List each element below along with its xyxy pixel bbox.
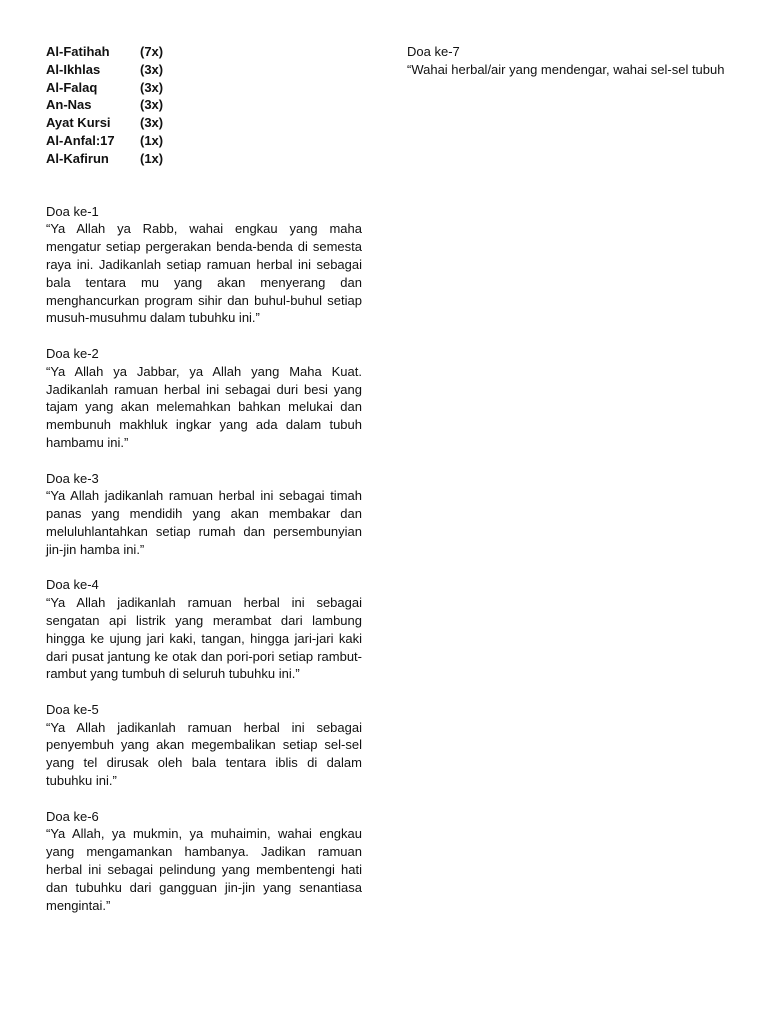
doa-text: “Ya Allah ya Jabbar, ya Allah yang Maha Kuat. Jadikanlah ramuan herbal ini sebagai duri besi yang tajam yang akan melemahkan bahkan melukai dan membunuh makhluk ingkar yang ada dalam tubuh hambamu ini.”	[46, 363, 362, 450]
surah-row	[46, 150, 362, 168]
spacer	[46, 683, 362, 701]
doa-text: “Ya Allah jadikanlah ramuan herbal ini sebagai timah panas yang mendidih yang akan membakar dan meluluhlantahkan setiap rumah dan persembunyian jin-jin hamba ini.”	[46, 488, 362, 557]
surah-count: (3x)	[140, 115, 164, 131]
doa-block-7	[407, 43, 725, 79]
surah-count: (1x)	[140, 132, 164, 148]
surah-name: Al-Kafirun	[46, 150, 109, 166]
left-column	[46, 43, 362, 914]
doa-block-2	[46, 345, 362, 452]
doa-text: “Wahai herbal/air yang mendengar, wahai sel-sel tubuh	[407, 61, 725, 77]
right-column	[407, 43, 725, 79]
spacer	[46, 168, 362, 203]
surah-count: (7x)	[140, 44, 164, 59]
doa-text: “Ya Allah jadikanlah ramuan herbal ini sebagai penyembuh yang akan megembalikan setiap sel-sel yang tel dirusak oleh bala tentara iblis di dalam tubuhku ini.”	[46, 719, 362, 789]
surah-row	[46, 114, 362, 132]
surah-row	[46, 79, 362, 97]
doa-text: “Ya Allah, ya mukmin, ya muhaimin, wahai engkau yang mengamankan hambanya. Jadikan ramuan herbal ini sebagai pelindung yang membentengi hati dan tubuhku dari gangguan jin-jin yang senantiasa mengintai.”	[46, 826, 362, 913]
doa-title: Doa ke-1	[46, 203, 99, 219]
doa-block-3	[46, 470, 362, 559]
spacer	[46, 452, 362, 470]
surah-name: Al-Falaq	[46, 79, 98, 95]
surah-list	[46, 43, 362, 168]
doa-block-4	[46, 576, 362, 683]
doa-text: “Ya Allah ya Rabb, wahai engkau yang maha mengatur setiap pergerakan benda-benda di semesta raya ini. Jadikanlah setiap ramuan herbal ini sebagai bala tentara mu yang akan menyerang dan menghancurkan program sihir dan buhul-buhul setiap musuh-musuhmu dalam tubuhku ini.”	[46, 221, 362, 326]
surah-row	[46, 61, 362, 79]
surah-count: (3x)	[140, 79, 164, 95]
doa-title: Doa ke-3	[46, 470, 99, 486]
doa-block-1	[46, 203, 362, 328]
spacer	[46, 790, 362, 808]
doa-title: Doa ke-5	[46, 701, 99, 717]
surah-count: (3x)	[140, 61, 164, 77]
doa-title: Doa ke-4	[46, 577, 99, 593]
spacer	[46, 327, 362, 345]
surah-name: Al-Anfal:17	[46, 132, 115, 148]
surah-row	[46, 43, 362, 61]
surah-count: (3x)	[140, 97, 164, 113]
surah-name: Al-Fatihah	[46, 44, 110, 59]
doa-block-5	[46, 701, 362, 790]
spacer	[46, 559, 362, 577]
surah-name: An-Nas	[46, 97, 92, 113]
surah-name: Ayat Kursi	[46, 115, 111, 131]
doa-title: Doa ke-6	[46, 808, 99, 824]
surah-name: Al-Ikhlas	[46, 61, 101, 77]
doa-title: Doa ke-2	[46, 345, 99, 361]
surah-row	[46, 96, 362, 114]
doa-title: Doa ke-7	[407, 44, 460, 59]
surah-count: (1x)	[140, 150, 164, 166]
doa-text: “Ya Allah jadikanlah ramuan herbal ini sebagai sengatan api listrik yang merambat dari lambung hingga ke ujung jari kaki, tangan, hingga jari-jari kaki dari pusat jantung ke otak dan pori-pori setiap rambut-rambut yang tumbuh di seluruh tubuhku ini.”	[46, 595, 362, 682]
doa-block-6	[46, 808, 362, 915]
surah-row	[46, 132, 362, 150]
